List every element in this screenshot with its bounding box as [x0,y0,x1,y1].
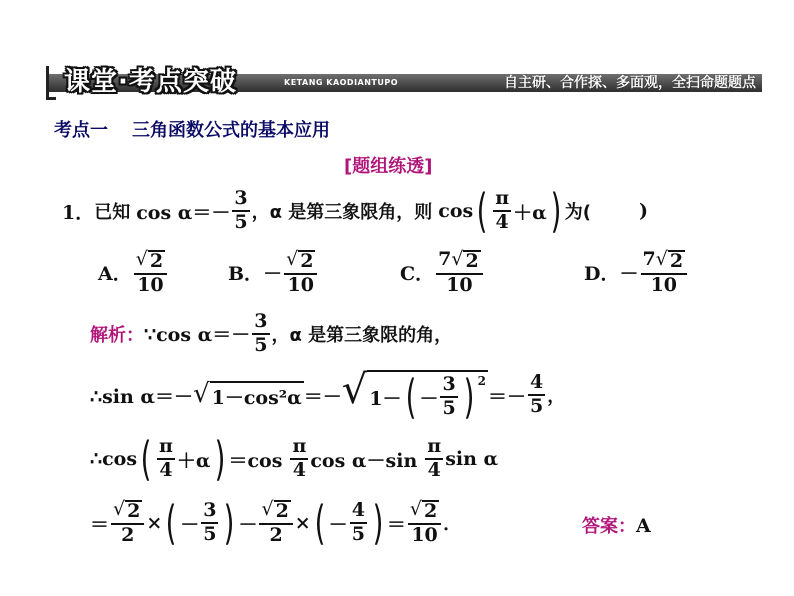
times: × [146,512,163,534]
times: × [294,512,311,534]
solution-line-2 [90,367,566,424]
solution-2c: ＝－ [488,385,527,408]
sqrt-1-minus-frac-sq: √ 1－ ( － $\frac{3}{5}$ ) $^2$ [341,367,487,424]
fraction-pi-4: $\frac{\pi}{4}$ [292,435,307,481]
paren-neg-4-5: ( － $\frac{4}{5}$ ) [314,496,384,550]
solution-line-4 [90,496,462,550]
option-a-label: A． [98,263,132,286]
question-line [62,184,648,238]
paren-neg-3-5: ( － $\frac{3}{5}$ ) [165,496,235,550]
fraction-3-5: $\frac{3}{5}$ [234,187,248,233]
sqrt-1-minus-cos2: √ 1－cos²α [193,378,302,409]
solution-3d: sin α [445,448,499,470]
question-cos-alpha: cos α＝－ [136,201,231,224]
solution-3c: cos α－sin [310,449,418,472]
fraction-3-5: $\frac{3}{5}$ [254,310,268,356]
option-d-label: D． [584,263,620,286]
option-d-value: 7 √ 2 10 [641,250,688,296]
section-heading [54,116,330,142]
fraction-pi-4: $\frac{\pi}{4}$ [427,435,442,481]
question-condition: ，α 是第三象限角，则 [251,202,433,223]
option-c-value: 7 √ 2 10 [436,250,483,296]
paren-pi-4-plus-alpha: ( $\frac{\pi}{4}$ ＋α ) [476,184,562,238]
fraction-4-5: $\frac{4}{5}$ [530,371,544,417]
banner-title: 课堂·考点突破 [64,67,237,97]
solution-2-comma: ， [547,386,566,407]
option-a-value: √ 2 10 [134,250,167,296]
option-d[interactable] [584,250,689,296]
option-b-label: B． [228,263,264,286]
solution-3b: ＝cos [228,449,283,472]
answer [582,512,651,538]
equals: ＝ [90,513,110,536]
option-b-value: √ 2 10 [284,250,317,296]
question-cos: cos [438,200,474,222]
question-wei: 为( [564,202,591,223]
banner-bracket [46,66,56,100]
solution-1a: ∵cos α＝－ [144,324,251,347]
solution-line-3 [90,432,499,486]
answer-label: 答案： [582,516,636,537]
minus: － [238,513,258,536]
paren-pi-4-plus-alpha: ( $\frac{\pi}{4}$ ＋α ) [140,432,225,486]
solution-label: 解析： [90,324,144,346]
option-c[interactable] [400,250,485,296]
solution-2b: ＝－ [303,385,342,408]
solution-1b: ，α 是第三象限的角， [271,324,453,346]
solution-line-1 [90,312,452,356]
fraction-sqrt2-10: √ 2 10 [408,500,441,546]
question-close: ) [638,200,648,222]
answer-value: A [636,515,651,537]
option-d-sign: － [619,263,639,286]
fraction-sqrt2-2: √ 2 2 [259,500,292,546]
section-banner [46,62,762,104]
section-label: 考点一 [54,120,108,141]
option-b-sign: － [263,263,283,286]
group-title: [题组练透] [344,156,433,177]
option-c-label: C． [400,263,435,286]
option-a[interactable] [98,250,169,296]
solution-3a: ∴cos [90,448,138,470]
banner-pinyin: KETANG KAODIANTUPO [284,78,399,87]
question-number: 1． [62,201,95,224]
equals: ＝ [386,513,406,536]
question-known: 已知 [94,202,131,223]
solution-2a: ∴sin α＝－ [90,385,194,408]
section-topic: 三角函数公式的基本应用 [132,120,330,141]
period: ． [443,514,462,535]
fraction-sqrt2-2: √ 2 2 [111,500,144,546]
banner-slogan: 自主研、合作探、多面观，全扫命题题点 [504,75,756,91]
option-b[interactable] [228,250,319,296]
